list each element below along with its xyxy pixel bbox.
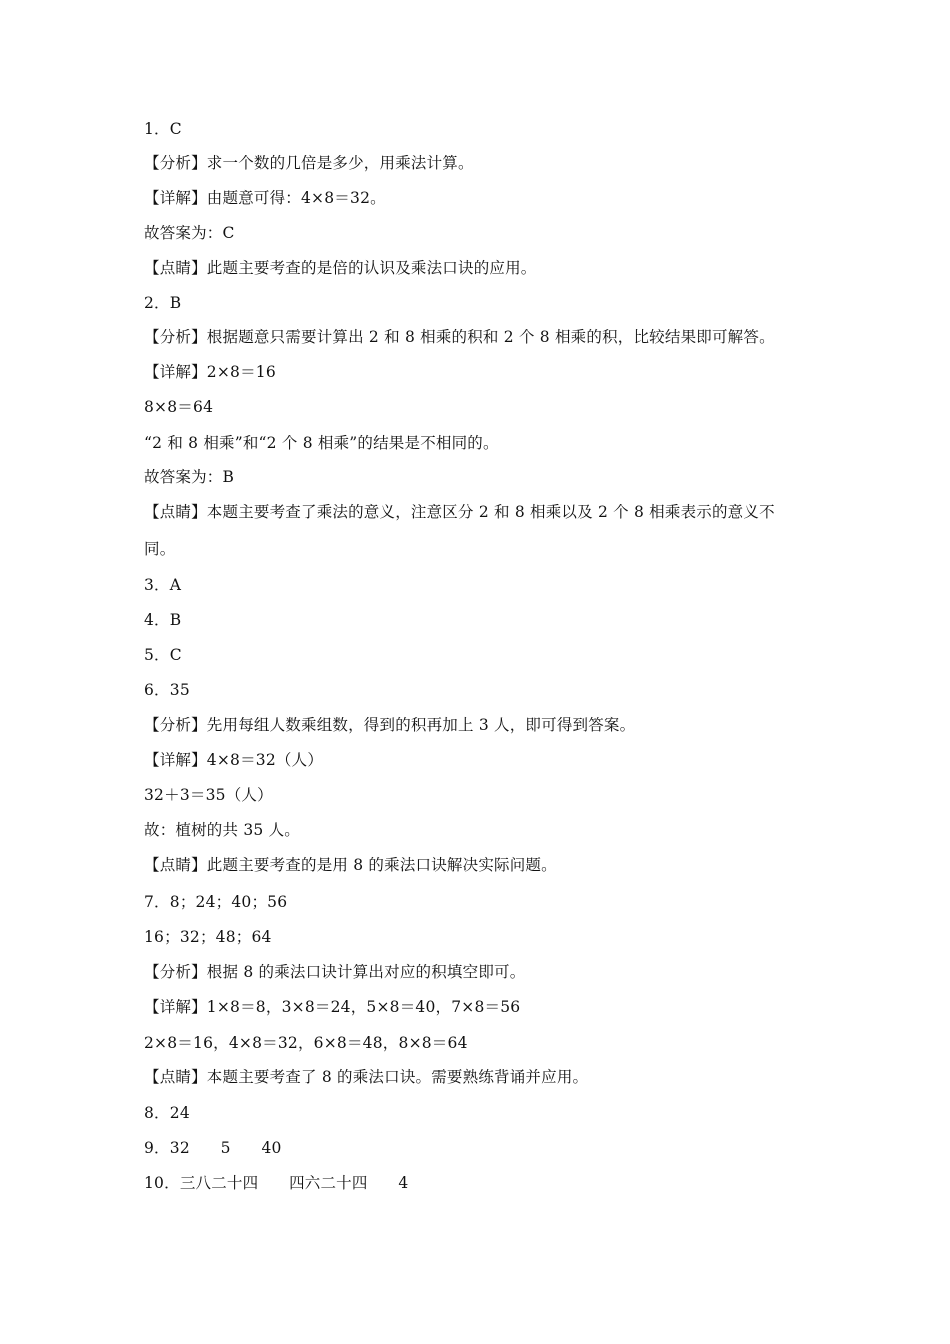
answer-6-detail: 【详解】4×8＝32（人） bbox=[144, 751, 324, 769]
answer-2-comment: 【点睛】本题主要考查了乘法的意义，注意区分 2 和 8 相乘以及 2 个 8 相乘表示的意义不 bbox=[144, 503, 775, 521]
answer-6-analysis: 【分析】先用每组人数乘组数，得到的积再加上 3 人，即可得到答案。 bbox=[144, 716, 636, 734]
answer-4-choice: 4．B bbox=[144, 611, 182, 629]
answer-7-detail: 【详解】1×8＝8，3×8＝24，5×8＝40，7×8＝56 bbox=[144, 998, 521, 1016]
answer-1-detail: 【详解】由题意可得：4×8＝32。 bbox=[144, 189, 386, 207]
answer-2-comment-cont: 同。 bbox=[144, 540, 176, 558]
answer-9-values: 9．32 5 40 bbox=[144, 1139, 282, 1157]
answer-6-detail-line2: 32＋3＝35（人） bbox=[144, 786, 273, 804]
answer-10-values: 10．三八二十四 四六二十四 4 bbox=[144, 1174, 409, 1192]
answer-2-detail-line3: “2 和 8 相乘”和“2 个 8 相乘”的结果是不相同的。 bbox=[144, 434, 499, 452]
answer-6-comment: 【点睛】此题主要考查的是用 8 的乘法口诀解决实际问题。 bbox=[144, 856, 557, 874]
answer-7-values: 7．8；24；40；56 bbox=[144, 893, 288, 911]
answer-2-detail: 【详解】2×8＝16 bbox=[144, 363, 276, 381]
answer-6-value: 6．35 bbox=[144, 681, 190, 699]
answer-1-choice: 1．C bbox=[144, 120, 182, 138]
answer-6-result: 故：植树的共 35 人。 bbox=[144, 821, 300, 839]
answer-8-value: 8．24 bbox=[144, 1104, 190, 1122]
answer-2-analysis: 【分析】根据题意只需要计算出 2 和 8 相乘的积和 2 个 8 相乘的积，比较结果即可解答。 bbox=[144, 328, 775, 346]
answer-5-choice: 5．C bbox=[144, 646, 182, 664]
answer-2-result: 故答案为：B bbox=[144, 468, 235, 486]
answer-7-analysis: 【分析】根据 8 的乘法口诀计算出对应的积填空即可。 bbox=[144, 963, 526, 981]
answer-2-choice: 2．B bbox=[144, 294, 182, 312]
answer-1-result: 故答案为：C bbox=[144, 224, 235, 242]
answer-2-detail-line2: 8×8＝64 bbox=[144, 398, 214, 416]
answer-7-values-line2: 16；32；48；64 bbox=[144, 928, 272, 946]
answer-7-detail-line2: 2×8＝16，4×8＝32，6×8＝48，8×8＝64 bbox=[144, 1034, 468, 1052]
answer-7-comment: 【点睛】本题主要考查了 8 的乘法口诀。需要熟练背诵并应用。 bbox=[144, 1068, 589, 1086]
answer-3-choice: 3．A bbox=[144, 576, 182, 594]
answer-1-analysis: 【分析】求一个数的几倍是多少，用乘法计算。 bbox=[144, 154, 474, 172]
answer-1-comment: 【点睛】此题主要考查的是倍的认识及乘法口诀的应用。 bbox=[144, 259, 537, 277]
